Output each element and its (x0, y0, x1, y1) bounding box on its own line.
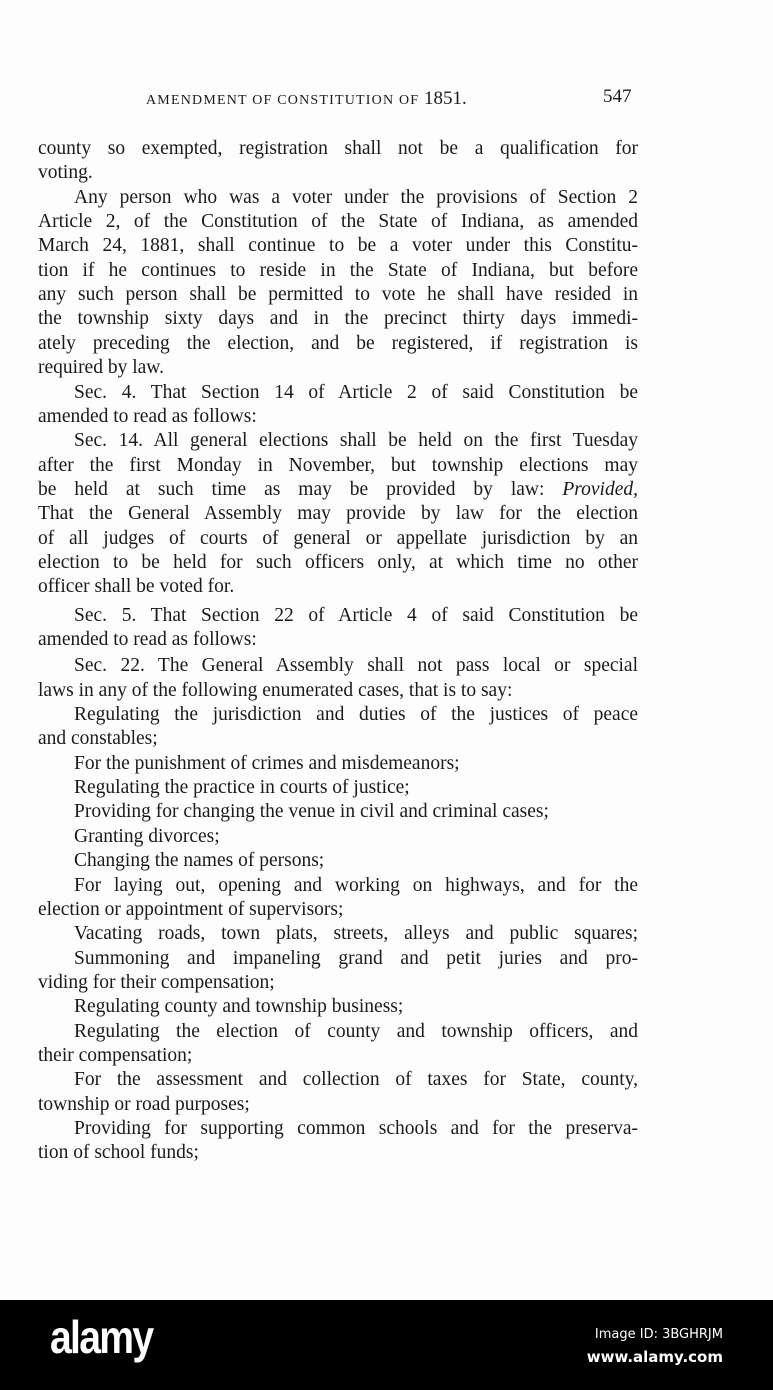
text-line (38, 1068, 638, 1092)
text-line (38, 1020, 638, 1044)
text-line (38, 405, 638, 429)
text-line (38, 137, 638, 161)
watermark-banner (0, 1300, 773, 1390)
line-text: Article 2, of the Constitution of the State of Indiana, as amended (38, 211, 638, 233)
text-line (38, 995, 638, 1019)
line-text: Changing the names of persons; (74, 850, 325, 872)
line-text: Regulating the jurisdiction and duties of the justices of peace (74, 704, 638, 726)
text-line (38, 454, 638, 478)
line-text: Regulating the election of county and township officers, and (74, 1020, 638, 1042)
text-line (38, 1117, 638, 1141)
line-text: tion if he continues to reside in the State of Indiana, but before (38, 259, 638, 281)
text-line (38, 849, 638, 873)
line-text: That the General Assembly may provide by law for the election (38, 503, 638, 525)
line-text: Vacating roads, town plats, streets, alleys and public squares; (74, 923, 638, 945)
italic-text: Provided, (562, 478, 638, 500)
text-line (38, 1141, 638, 1165)
line-text: after the first Monday in November, but township elections may (38, 454, 638, 476)
line-text: of all judges of courts of general or appellate jurisdiction by an (38, 527, 638, 549)
text-line (38, 307, 638, 331)
text-line (38, 381, 638, 405)
header-title: AMENDMENT OF CONSTITUTION OF (146, 93, 420, 108)
text-line (38, 575, 638, 599)
text-line (38, 161, 638, 185)
line-text: election or appointment of supervisors; (38, 898, 344, 920)
text-line (38, 259, 638, 283)
text-line (38, 703, 638, 727)
line-text: voting. (38, 162, 93, 184)
text-line (38, 356, 638, 380)
header-year: 1851. (424, 88, 467, 109)
text-line (38, 628, 638, 652)
text-line (38, 478, 638, 502)
text-line (38, 654, 638, 678)
line-text: their compensation; (38, 1044, 193, 1066)
text-line (38, 1093, 638, 1117)
text-line (38, 727, 638, 751)
text-line (38, 776, 638, 800)
text-line (38, 210, 638, 234)
text-line (38, 874, 638, 898)
text-line (38, 332, 638, 356)
line-text: For the punishment of crimes and misdemeanors; (74, 752, 460, 774)
line-text: Sec. 22. The General Assembly shall not pass local or special (74, 655, 638, 677)
text-line (38, 922, 638, 946)
text-line (38, 604, 638, 628)
line-text: Sec. 5. That Section 22 of Article 4 of said Constitution be (74, 604, 638, 626)
text-line (38, 947, 638, 971)
text-line (38, 971, 638, 995)
line-text: Any person who was a voter under the provisions of Section 2 (74, 186, 638, 208)
line-text: officer shall be voted for. (38, 576, 235, 598)
line-text: county so exempted, registration shall not be a qualification for (38, 138, 638, 159)
line-text: viding for their compensation; (38, 971, 275, 993)
running-header (146, 88, 467, 110)
line-text: Summoning and impaneling grand and petit juries and pro- (74, 947, 638, 969)
text-line (38, 429, 638, 453)
line-text: Sec. 14. All general elections shall be held on the first Tuesday (74, 430, 638, 452)
text-line (38, 800, 638, 824)
line-text: the township sixty days and in the precinct thirty days immedi- (38, 308, 638, 330)
line-text: amended to read as follows: (38, 629, 257, 650)
line-text: laws in any of the following enumerated cases, that is to say: (38, 679, 513, 701)
line-text: Granting divorces; (74, 825, 220, 847)
line-text: ately preceding the election, and be registered, if registration is (38, 332, 638, 354)
line-text: amended to read as follows: (38, 405, 257, 427)
line-text: any such person shall be permitted to vote he shall have resided in (38, 284, 638, 306)
text-line (38, 186, 638, 210)
watermark-url: www.alamy.com (586, 1348, 723, 1366)
line-text: tion of school funds; (38, 1142, 199, 1164)
text-line (38, 502, 638, 526)
page-number: 547 (603, 86, 632, 107)
line-text: township or road purposes; (38, 1093, 250, 1115)
line-text: Regulating county and township business; (74, 996, 404, 1018)
line-text: Regulating the practice in courts of justice; (74, 777, 410, 799)
text-line (38, 1044, 638, 1068)
text-line (38, 551, 638, 575)
text-line (38, 234, 638, 258)
text-line (38, 898, 638, 922)
image-id: Image ID: 3BGHRJM (594, 1327, 723, 1342)
text-line (38, 679, 638, 703)
line-text: election to be held for such officers only, at which time no other (38, 551, 638, 573)
text-line (38, 752, 638, 776)
line-text: and constables; (38, 728, 158, 750)
line-text: Providing for supporting common schools and for the preserva- (74, 1118, 638, 1139)
line-text: March 24, 1881, shall continue to be a voter under this Constitu- (38, 235, 638, 257)
line-text: Providing for changing the venue in civil and criminal cases; (74, 801, 549, 823)
line-text: For the assessment and collection of taxes for State, county, (74, 1069, 638, 1091)
line-text: Sec. 4. That Section 14 of Article 2 of said Constitution be (74, 381, 638, 403)
line-text: be held at such time as may be provided by law: (38, 478, 545, 500)
alamy-logo: alamy (50, 1311, 153, 1363)
text-line (38, 527, 638, 551)
text-line (38, 825, 638, 849)
text-line (38, 283, 638, 307)
line-text: required by law. (38, 357, 164, 379)
line-text: For laying out, opening and working on highways, and for the (74, 874, 638, 896)
